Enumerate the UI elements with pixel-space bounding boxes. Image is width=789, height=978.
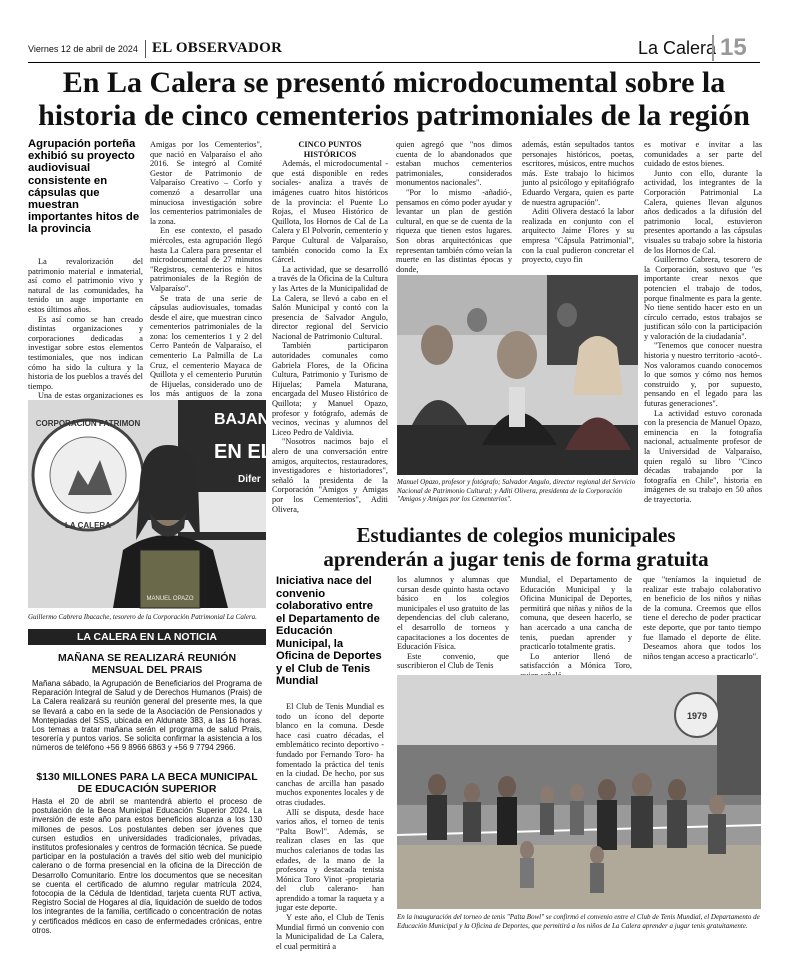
headline-line-1: Estudiantes de colegios municipales xyxy=(356,523,676,547)
photo-caption: En la inauguración del torneo de tenis "Palta Bowl" se confirmó el convenio entre el Club de Tenis Mundial, el Departamento de Educación Municipal y la Oficina de Deportes, que permitirá a los niños de La Calera aprender a jugar tenis gratuitamente. xyxy=(397,913,760,930)
paragraph: "Por lo mismo -añadió-, pensamos en cómo poder ayudar y levantar un plan de gestión cultural, en que se de cuenta de la riqueza que tienen estos lugares. Son obras arquitectónicas que representan también cómo veían la muerte en las distintas épocas y donde, xyxy=(396,187,512,274)
page-number: 15 xyxy=(712,35,747,61)
article-deck: Agrupación porteña exhibió su proyecto audiovisual consistente en cápsulas que muestran importantes hitos de la provincia xyxy=(28,138,140,236)
paragraph: es motivar e invitar a las comunidades a ser parte del cuidado de estos bienes. xyxy=(644,140,762,169)
paragraph: los alumnos y alumnas que cursan desde quinto hasta octavo básico en los colegios municipales el uso gratuito de las dependencias del club calerano, el desarrollo de torneos y capacitaciones a los docentes de Educación Física. xyxy=(397,575,509,652)
article-col-5 xyxy=(522,140,634,274)
article-headline xyxy=(28,66,760,132)
paragraph: Guillermo Cabrera, tesorero de la Corporación, sostuvo que "es importante crear nexos que potencien el trabajo de todos, porque finalmente es para la gente. No tiene sentido hacer esto en un círculo cerrado, estos trabajos se justifican sólo con la participación y valoración de la ciudadanía". xyxy=(644,255,762,341)
notice-body-2 xyxy=(32,797,262,937)
notice-title-1: MAÑANA SE REALIZARÁ REUNIÓN MENSUAL DEL PRAIS xyxy=(57,652,237,676)
article-col-2 xyxy=(150,140,262,397)
paragraph: Junto con ello, durante la actividad, los integrantes de la Corporación Patrimonial La Calera, quienes llevan algunos años dedicados a la difusión del patrimonio local, estuvieron presentes aportando a las cápsulas visuales su trabajo sobre la historia de los Hornos de Cal. xyxy=(644,168,762,255)
photo-illustration xyxy=(397,275,638,475)
paragraph: que "teníamos la inquietud de realizar este trabajo colaborativo en beneficio de los niños y niñas de la comuna. Creemos que ellos tiene el derecho de poder practicar este deporte, que por tanto tiempo fue llamado el deporte de élite. Deseamos ahora que todos los niños tengan acceso a practicarlo". xyxy=(643,575,761,661)
article-col-4 xyxy=(396,140,512,274)
section-name: La Calera xyxy=(638,38,717,58)
photo-tennis-inauguration xyxy=(397,675,761,909)
issue-date: Viernes 12 de abril de 2024 xyxy=(28,44,138,54)
article2-headline xyxy=(266,523,766,571)
paragraph: Mundial, el Departamento de Educación Municipal y la Oficina Municipal de Deportes, permitirá que niñas y niños de la comuna, que deseen hacerlo, se han acercado a una cancha de tenis, puedan aprender y practicarlo totalmente gratis. xyxy=(520,575,632,652)
paragraph: "Tenemos que conocer nuestra historia y nuestro territorio -acotó-. Nos valoramos cuando conocemos lo que somos y cómo nos hemos construido y, por supuesto, pensando en el legado para las futuras generaciones". xyxy=(644,341,762,409)
paragraph: La actividad, que se desarrolló a través de la Oficina de la Cultura y las Artes de la Municipalidad de La Calera, se llevó a cabo en el Salón Municipal y contó con la presencia de Salvador Angulo, director regional del Servicio Nacional de Patrimonio Cultural. xyxy=(272,264,388,341)
notice-header: LA CALERA EN LA NOTICIA xyxy=(28,629,266,645)
paragraph: La actividad estuvo coronada con la presencia de Manuel Opazo, eminencia en la fotografía nacional, actualmente profesor de la Universidad de Valparaíso, quien regaló su libro "Cinco décadas trabajando por la fotografía en Chile", historia en imágenes de su trabajo en 50 años de trayectoria. xyxy=(644,408,762,504)
photo-panel-guests xyxy=(397,275,638,475)
article2-col-2 xyxy=(397,575,509,671)
paragraph: Una de estas organizaciones es xyxy=(38,391,143,401)
subheading: CINCO PUNTOS HISTÓRICOS xyxy=(298,140,362,159)
paragraph: En ese contexto, el pasado miércoles, esta agrupación llegó hasta La Calera para presentar el microdocumental de 27 minutos "Registros, cementerios e hitos patrimoniales de la Región de Valparaíso". xyxy=(150,226,262,293)
article-col-3 xyxy=(272,140,388,520)
headline-line-1: En La Calera se presentó microdocumental sobre la xyxy=(62,66,726,99)
paragraph: "Nosotros nacimos bajo el alero de una conversación entre amigos, arquitectos, restauradores, investigadores e historiadores", señaló la presidenta de la Corporación "Amigos y Amigas por los Cementerios", Aditi Olivera, xyxy=(272,437,388,514)
paragraph: además, están sepultados tantos personajes históricos, poetas, escritores, músicos, entre muchos más. Este trabajo lo hicimos junto al psicólogo y epitafiógrafo Eduardo Vergara, quien es parte de nuestra agrupación". xyxy=(522,140,634,207)
paragraph: Y este año, el Club de Tenis Mundial firmó un convenio con la Municipalidad de La Calera, el cual permitirá a xyxy=(276,913,384,951)
article2-col-1 xyxy=(276,702,384,951)
article2-deck: Iniciativa nace del convenio colaborativo entre el Departamento de Educación Municipal, la Oficina de Deportes y el Club de Tenis Mundial xyxy=(276,575,382,687)
newspaper-brand: EL OBSERVADOR xyxy=(152,40,283,56)
banner-text-2: EN EL xyxy=(214,441,273,463)
paragraph: La revalorización del patrimonio material e inmaterial, así como el patrimonio vivo y natural de las comunidades, ha tenido un auge importante en estos últimos años. xyxy=(28,257,143,314)
article-col-1 xyxy=(28,257,143,401)
headline-line-2: historia de cinco cementerios patrimoniales de la región xyxy=(38,99,750,132)
paragraph: Allí se disputa, desde hace varios años, el torneo de tenis "Palta Bowl". Además, se realizan clases en las que muchos calerianos de todas las edades, de la mano de la profesora y destacada tenista Mónica Toro Vinot -propietaria del club calerano- han aprendido a tomar la raqueta y a jugar este deporte. xyxy=(276,807,384,913)
paragraph: Es así como se han creado distintas organizaciones y corporaciones dedicadas a investigar sobre estos elementos testimoniales, que nos indican cómo ha sido la cultura y la historia de los pueblos a través del tiempo. xyxy=(28,314,143,391)
notice-body-1 xyxy=(32,679,262,765)
photo-guillermo-cabrera xyxy=(28,400,273,608)
paragraph: Lo anterior llenó de satisfacción a Mónica Toro, xyxy=(520,651,632,671)
banner-text-1: BAJAN xyxy=(214,411,270,428)
photo-caption: Guillermo Cabrera Ibacache, tesorero de la Corporación Patrimonial La Calera. xyxy=(28,613,257,621)
paragraph: Hasta el 20 de abril se mantendrá abierto el proceso de postulación de la Beca Municipal Educación Superior 2024. La inversión de este año para estos beneficios alcanza a los 130 millones de pesos. Los postulantes deben ser jóvenes que cursen estudios en universidades tradicionales, privadas, institutos profesionales y centros de formación técnica. Se puede participar en la postulación a través del sitio web del municipio calerano o de forma presencial en la oficina de la Dirección de Desarrollo Comunitario. Entre los documentos que se necesitan se cuenta el certificado de alumno regular matrícula 2024, fotocopia de la Cédula de Identidad, tarjeta cuenta RUT activa, Registro Social de Hogares al día, liquidación de sueldo de todos los integrantes de la familia, certificado o concentración de notas y certificados médicos en caso de enfermedades crónicas, entre otros. xyxy=(32,797,262,935)
paragraph: Este convenio, que suscribieron el Club de Tenis xyxy=(397,651,509,671)
book-title: MANUEL OPAZO xyxy=(146,596,194,602)
sign-text-bottom: LA CALERA xyxy=(65,521,111,530)
sign-text-top: CORPORACION PATRIMON xyxy=(35,419,141,428)
article2-col-4 xyxy=(643,575,761,671)
header-divider xyxy=(145,40,146,58)
paragraph: Mañana sábado, la Agrupación de Beneficiarios del Programa de Reparación Integral de Salud y de Derechos Humanos (Prais) de La Calera realizará su reunión general del presente mes, la que se llevará a cabo en la sede de la Asociación de Pensionados y Montepiadas del SSS, ubicada en Aldunate 383, a las 16 horas. Los temas a tratar mañana serán el programa de salud Prais, tesorería y puntos varios. Se solicita confirmar la asistencia a los números de teléfono +56 9 8966 6863 y +56 9 7794 2966. xyxy=(32,679,262,753)
banner-text-3: Difer xyxy=(238,474,261,485)
paragraph: Amigas por los Cementerios", que nació en Valparaíso el año 2016. Se integró al Comité Gestor de Patrimonio de Valparaíso Creativo – Corfo y comenzó a desarrollar una minuciosa investigación sobre los cementerios patrimoniales de la zona. xyxy=(150,140,262,226)
photo-caption: Manuel Opazo, profesor y fotógrafo; Salvador Angulo, director regional del Servicio Nacional de Patrimonio Cultural; y Aditi Olivera, presidenta de la Corporación "Amigos y Amigas por los Cementerios". xyxy=(397,478,636,503)
paragraph: quien agregó que "nos dimos cuenta de lo abandonados que estaban muchos cementerios patrimoniales, considerados monumentos nacionales". xyxy=(396,140,512,188)
paragraph: También participaron autoridades comunales como Gabriela Flores, de la Oficina Cultura, Patrimonio y Turismo de Hijuelas; Pamela Maturana, encargada del Museo Histórico de Quillota; y Manuel Opazo, profesor y fotógrafo, además de vecinos, vecinas y alumnos del Liceo Pedro de Valdivia. xyxy=(272,341,388,437)
article-col-6 xyxy=(644,140,762,522)
photo-illustration xyxy=(397,675,761,909)
paragraph: Aditi Olivera destacó la labor realizada en conjunto con el arquitecto Jaime Flores y su empresa "Cápsula Patrimonial", con la cual pudieron concretar el proyecto, cuyo fin xyxy=(522,207,634,265)
article2-col-3 xyxy=(520,575,632,671)
club-sign: 1979 xyxy=(686,711,708,721)
photo-illustration xyxy=(28,400,273,608)
notice-title-2: $130 MILLONES PARA LA BECA MUNICIPAL DE EDUCACIÓN SUPERIOR xyxy=(36,771,258,795)
headline-line-2: aprenderán a jugar tenis de forma gratuita xyxy=(323,547,709,571)
paragraph: Se trata de una serie de cápsulas audiovisuales, tomadas desde el aire, que muestran cinco cementerios patrimoniales de la zona: los cementerios 1 y 2 del Cerro Panteón de Valparaíso, el cementerio La Palmilla de La Cruz, el cementerio Mayaca de Quillota y el cementerio Purutún de Hijuelas, considerado uno de los más antiguos de la zona xyxy=(150,293,262,399)
header-rule xyxy=(28,62,760,63)
paragraph: El Club de Tenis Mundial es todo un ícono del deporte blanco en la comuna. Desde hace casi cuatro décadas, el emblemático recinto deportivo -fundado por Fernando Toro- ha fomentado la práctica del tenis en la ciudad. De hecho, por sus canchas de arcilla han pasado muchos exponentes locales y de otras ciudades. xyxy=(276,702,384,807)
paragraph: Además, el microdocumental -que está disponible en redes sociales- analiza a través de imágenes cuatro hitos históricos de la provincia: el Puente Lo Rojas, el Museo Histórico de Quillota, los Hornos de Cal de La Calera y El Polvorín, cementerio y Parque Cultural de Valparaíso, también conocido como la Ex Cárcel. xyxy=(272,159,388,265)
